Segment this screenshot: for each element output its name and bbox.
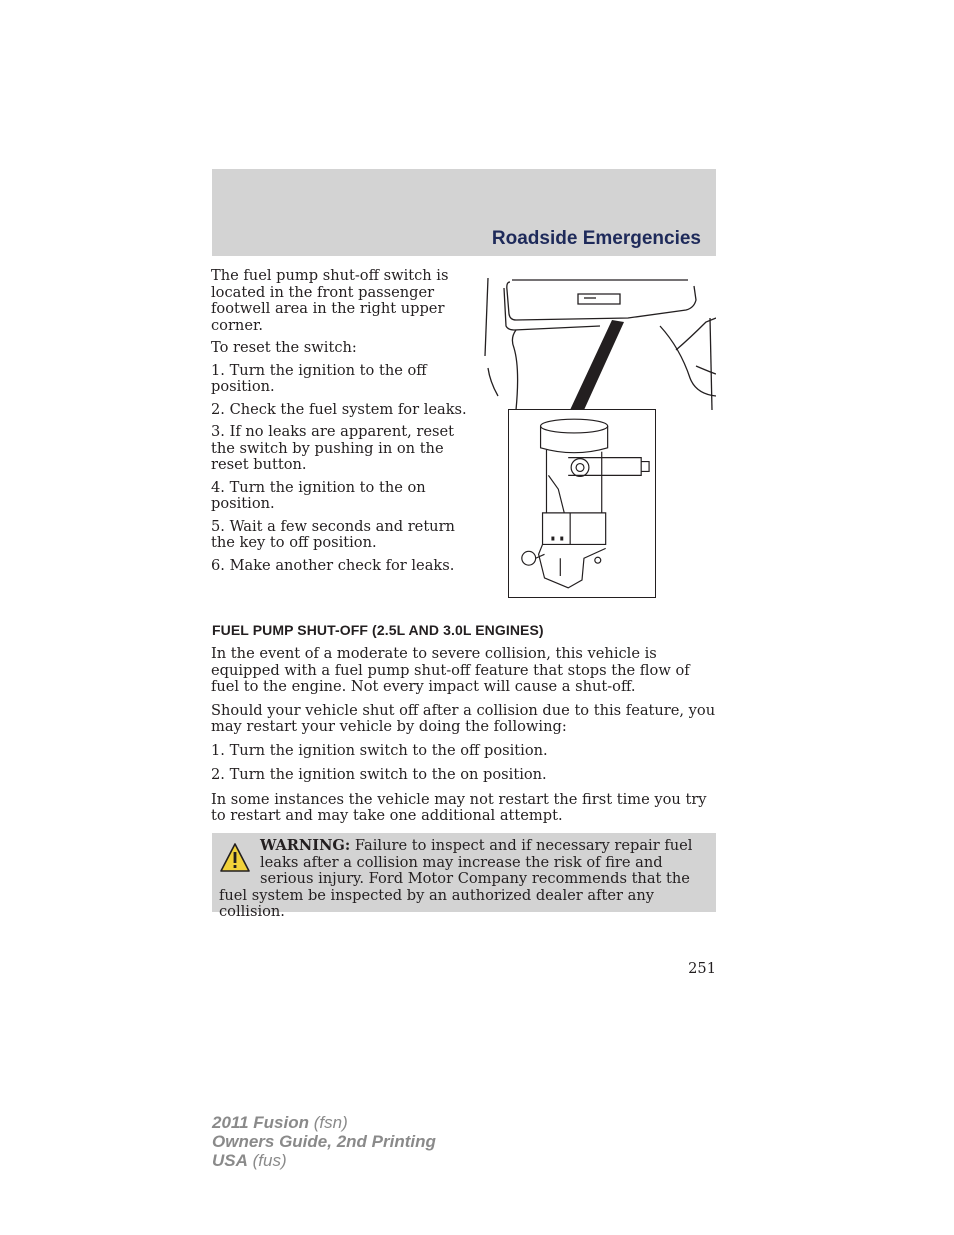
footer-model-code: (fsn) <box>313 1113 348 1132</box>
restart-step-1: 1. Turn the ignition switch to the off position. <box>211 741 548 759</box>
body-paragraph-2: Should your vehicle shut off after a collision due to this feature, you may restart your vehicle by doing the following: <box>211 701 716 735</box>
page-number: 251 <box>688 960 716 977</box>
body-paragraph-1: In the event of a moderate to severe collision, this vehicle is equipped with a fuel pump shut-off feature that stops the flow of fuel to the engine. Not every impact will cause a shut-off. <box>211 645 690 695</box>
warning-triangle-icon <box>219 842 251 874</box>
footwell-illustration <box>480 278 716 410</box>
footer-market: USA <box>212 1151 248 1170</box>
section-title: Roadside Emergencies <box>491 228 701 249</box>
section-body <box>211 646 717 832</box>
reset-step-3: 3. If no leaks are apparent, reset the switch by pushing in on the reset button. <box>211 423 454 473</box>
footer-market-code: (fus) <box>252 1151 287 1170</box>
reset-step-4: 4. Turn the ignition to the on position. <box>211 478 426 512</box>
reset-step-2: 2. Check the fuel system for leaks. <box>211 400 467 418</box>
section-heading: FUEL PUMP SHUT-OFF (2.5L AND 3.0L ENGINES) <box>212 622 544 638</box>
footer-model: 2011 Fusion <box>212 1113 309 1132</box>
shutoff-switch-illustration <box>508 409 656 598</box>
footer <box>212 1113 436 1170</box>
warning-text: Failure to inspect and if necessary repair fuel leaks after a collision may increase the risk of fire and serious injury. Ford Motor Company recommends that the fuel system be inspected by an authorized dealer after any collision. <box>219 837 693 920</box>
intro-column <box>211 268 473 580</box>
reset-step-6: 6. Make another check for leaks. <box>211 556 455 574</box>
body-paragraph-3: In some instances the vehicle may not restart the first time you try to restart and may take one additional attempt. <box>211 790 707 824</box>
reset-step-1: 1. Turn the ignition to the off position. <box>211 361 427 395</box>
reset-intro: To reset the switch: <box>211 339 357 356</box>
restart-step-2: 2. Turn the ignition switch to the on position. <box>211 766 547 783</box>
warning-label: WARNING: <box>260 837 351 854</box>
warning-box <box>212 833 716 920</box>
reset-step-5: 5. Wait a few seconds and return the key to off position. <box>211 517 455 551</box>
footer-guide: Owners Guide, 2nd Printing <box>212 1132 436 1151</box>
intro-paragraph: The fuel pump shut-off switch is located in the front passenger footwell area in the right upper corner. <box>211 267 449 334</box>
header-band <box>212 169 716 256</box>
